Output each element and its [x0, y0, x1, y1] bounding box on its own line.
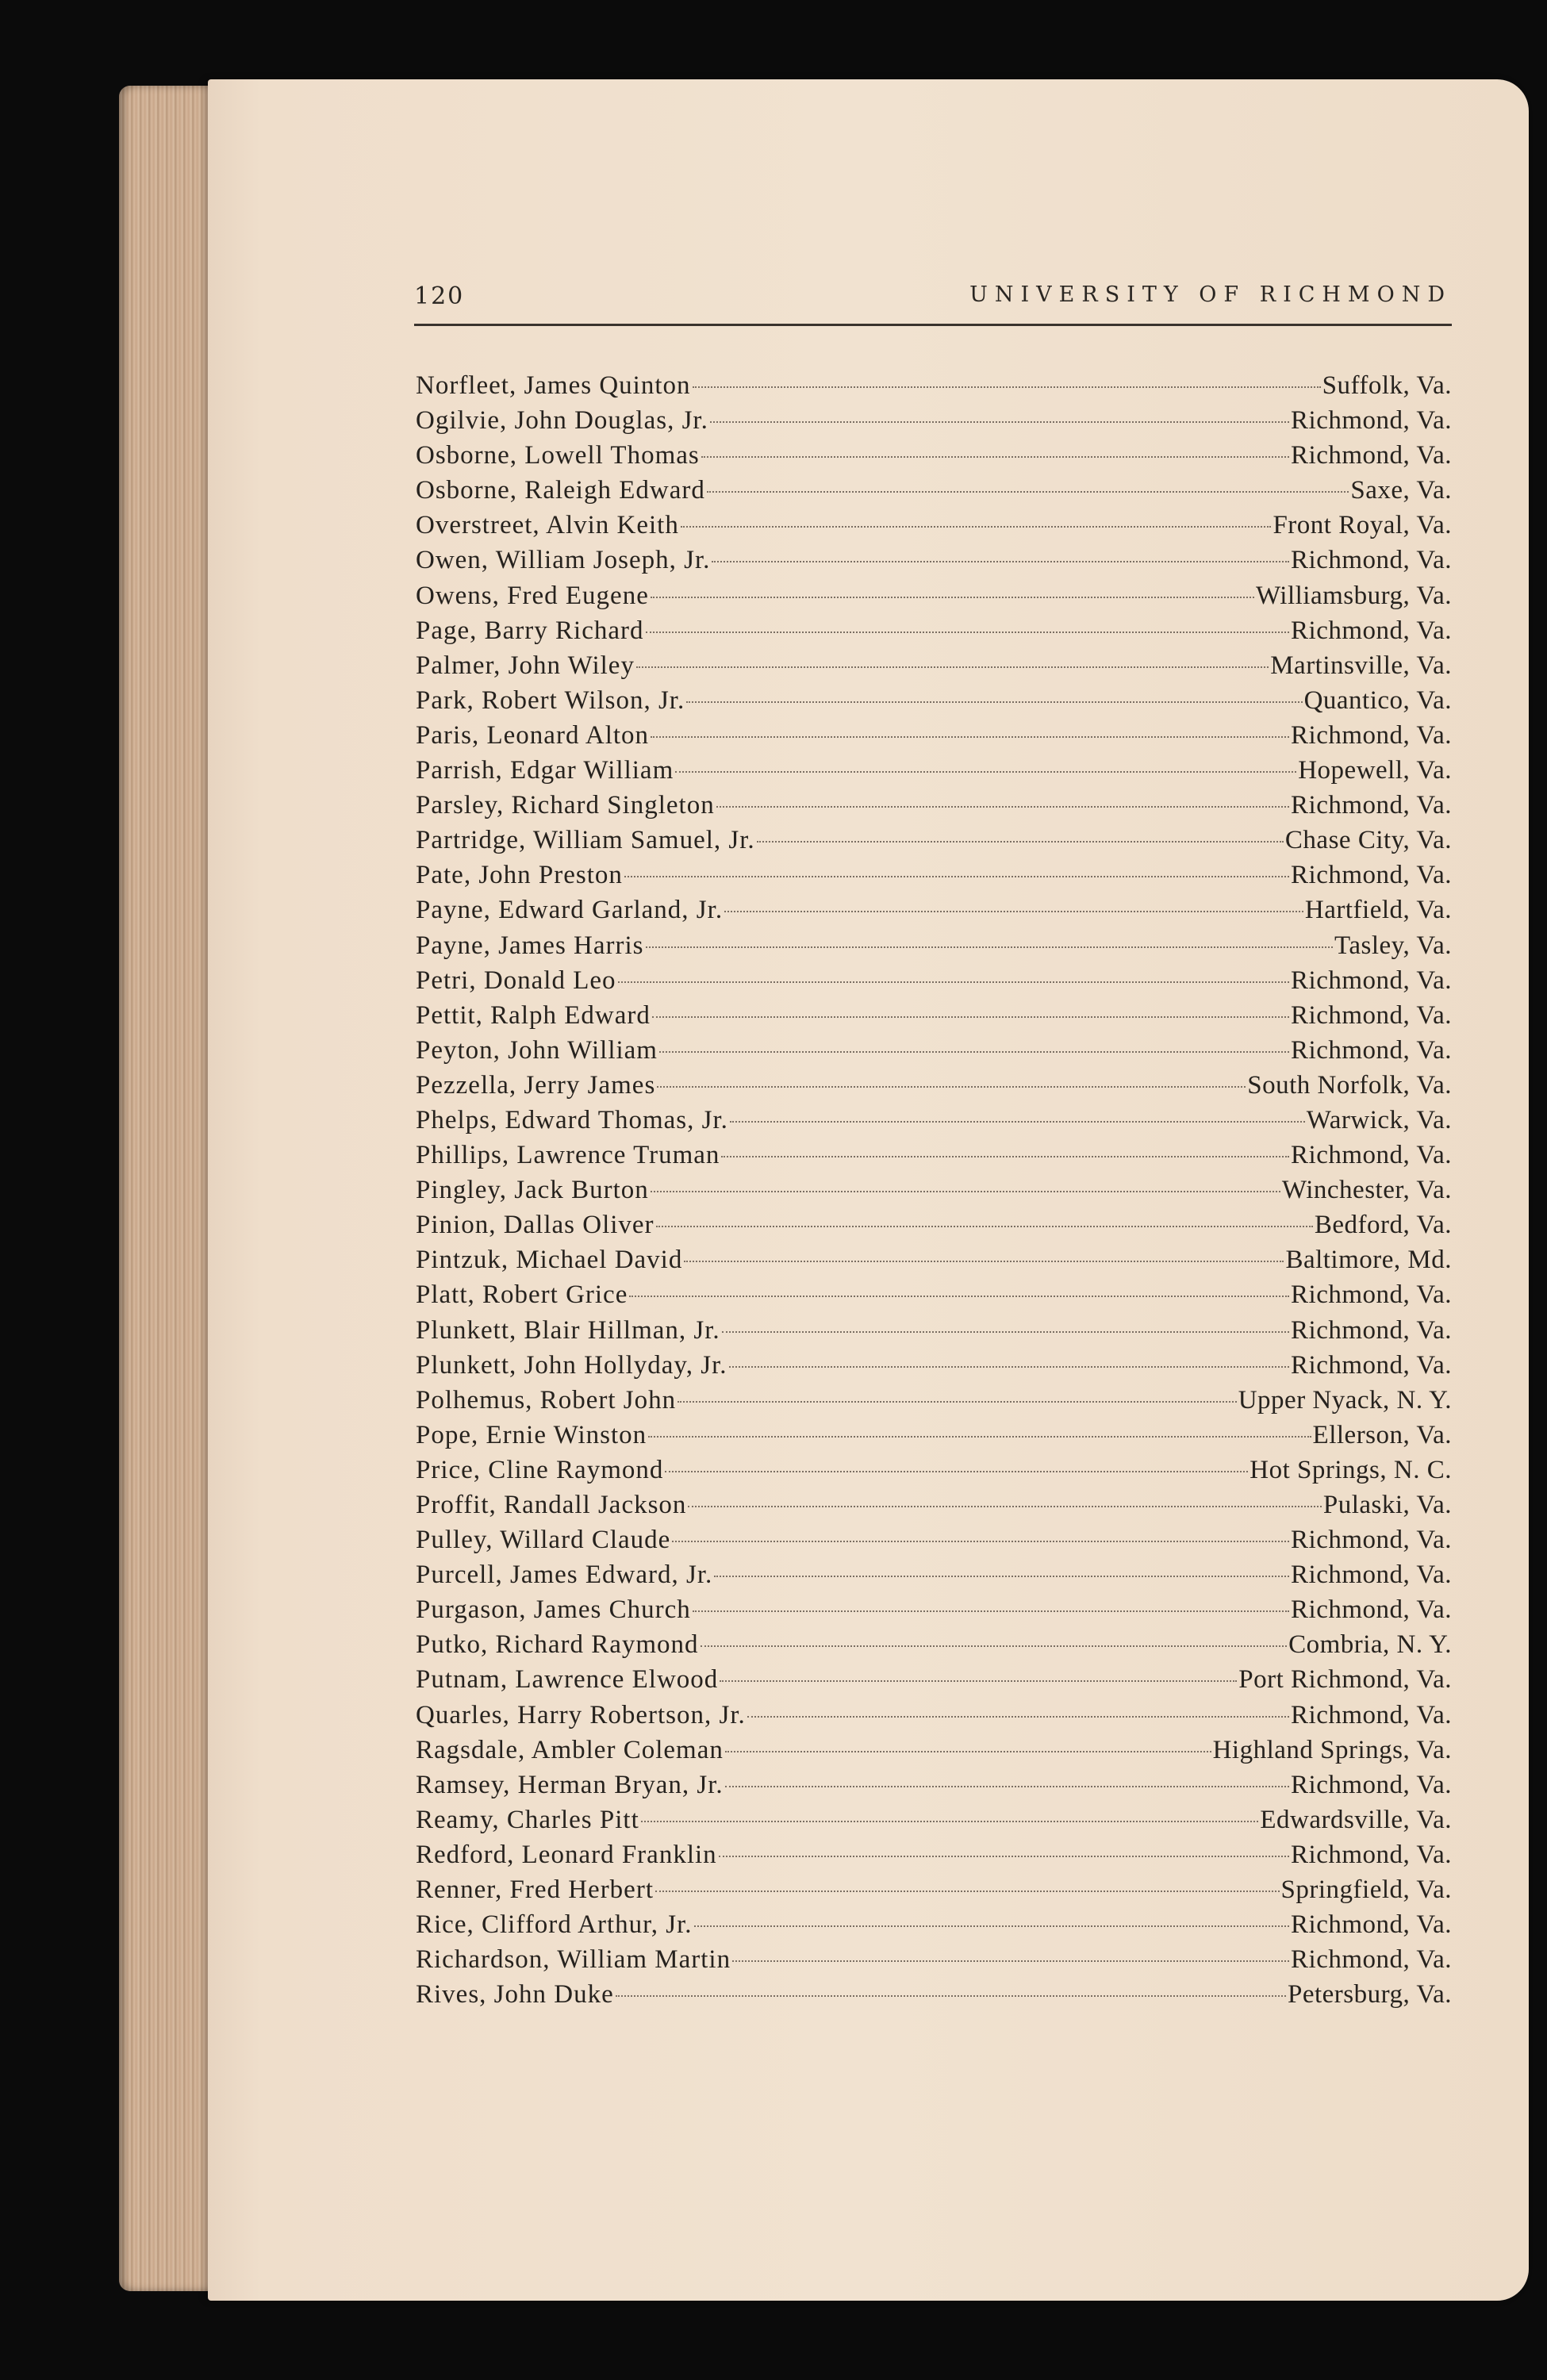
roster-entry: [416, 1138, 1452, 1173]
roster-entry: [416, 578, 1452, 613]
dot-leader: [757, 841, 1284, 843]
hometown: Warwick, Va.: [1306, 1105, 1452, 1134]
hometown: Richmond, Va.: [1291, 1280, 1452, 1310]
student-name: Platt, Robert Grice: [416, 1280, 628, 1310]
roster-entry: [416, 858, 1452, 892]
hometown: Richmond, Va.: [1291, 1840, 1452, 1869]
dot-leader: [701, 1645, 1288, 1647]
dot-leader: [657, 1086, 1246, 1088]
hometown: Chase City, Va.: [1284, 826, 1452, 855]
hometown: Richmond, Va.: [1291, 791, 1452, 820]
hometown: Highland Springs, Va.: [1212, 1735, 1452, 1764]
dot-leader: [636, 666, 1269, 668]
dot-leader: [694, 1925, 1289, 1927]
dot-leader: [725, 1751, 1211, 1752]
dot-leader: [624, 876, 1289, 877]
student-name: Partridge, William Samuel, Jr.: [416, 826, 755, 855]
student-name: Pintzuk, Michael David: [416, 1246, 683, 1275]
hometown: Richmond, Va.: [1291, 861, 1452, 890]
dot-leader: [659, 1051, 1289, 1053]
hometown: Richmond, Va.: [1291, 1770, 1452, 1799]
student-name: Parrish, Edgar William: [416, 756, 674, 785]
student-name: Pinion, Dallas Oliver: [416, 1211, 654, 1240]
dot-leader: [714, 1576, 1289, 1577]
student-name: Plunkett, John Hollyday, Jr.: [416, 1350, 727, 1380]
student-name: Palmer, John Wiley: [416, 651, 635, 680]
dot-leader: [722, 1331, 1289, 1333]
hometown: Richmond, Va.: [1291, 1141, 1452, 1170]
roster-entry: [416, 543, 1452, 578]
student-name: Rice, Clifford Arthur, Jr.: [416, 1910, 693, 1940]
student-name: Rives, John Duke: [416, 1980, 614, 2010]
hometown: Ellerson, Va.: [1312, 1420, 1452, 1449]
roster-entry: [416, 1802, 1452, 1837]
student-name: Putko, Richard Raymond: [416, 1630, 699, 1660]
hometown: Petersburg, Va.: [1287, 1980, 1452, 2010]
roster-entry: [416, 1242, 1452, 1277]
dot-leader: [616, 1995, 1286, 1997]
roster-entry: [416, 1907, 1452, 1942]
dot-leader: [651, 736, 1289, 738]
roster-entry: [416, 1627, 1452, 1662]
dot-leader: [732, 1960, 1289, 1962]
student-name: Richardson, William Martin: [416, 1945, 731, 1975]
header-rule: [414, 324, 1452, 326]
hometown: Richmond, Va.: [1291, 1595, 1452, 1625]
roster-entry: [416, 1453, 1452, 1488]
dot-leader: [675, 771, 1296, 773]
roster-entry: [416, 718, 1452, 753]
dot-leader: [729, 1366, 1289, 1368]
roster-entry: [416, 1383, 1452, 1418]
dot-leader: [641, 1821, 1259, 1822]
roster-entry: [416, 753, 1452, 788]
hometown: Springfield, Va.: [1280, 1875, 1452, 1905]
hometown: Richmond, Va.: [1291, 1035, 1452, 1065]
student-name: Page, Barry Richard: [416, 616, 644, 645]
roster-entry: [416, 368, 1452, 403]
roster-entry: [416, 683, 1452, 718]
roster-entry: [416, 1418, 1452, 1453]
roster-entry: [416, 1872, 1452, 1907]
roster-entry: [416, 1068, 1452, 1103]
dot-leader: [716, 806, 1289, 808]
roster-entry: [416, 648, 1452, 683]
roster-entry: [416, 1313, 1452, 1348]
roster-entry: [416, 1488, 1452, 1522]
student-roster: [416, 368, 1452, 2012]
hometown: Richmond, Va.: [1291, 1315, 1452, 1345]
hometown: Combria, N. Y.: [1288, 1630, 1452, 1660]
hometown: Bedford, Va.: [1314, 1211, 1452, 1240]
hometown: Quantico, Va.: [1303, 685, 1452, 715]
dot-leader: [618, 981, 1289, 983]
dot-leader: [724, 911, 1303, 912]
student-name: Paris, Leonard Alton: [416, 720, 650, 750]
roster-entry: [416, 928, 1452, 963]
roster-entry: [416, 1173, 1452, 1207]
dot-leader: [710, 421, 1289, 423]
hometown: Richmond, Va.: [1291, 406, 1452, 436]
dot-leader: [712, 561, 1289, 562]
hometown: Richmond, Va.: [1291, 1700, 1452, 1729]
student-name: Pettit, Ralph Edward: [416, 1000, 651, 1030]
student-name: Pope, Ernie Winston: [416, 1420, 647, 1449]
roster-entry: [416, 1733, 1452, 1768]
hometown: Edwardsville, Va.: [1260, 1805, 1452, 1834]
dot-leader: [686, 701, 1302, 703]
roster-entry: [416, 1592, 1452, 1627]
dot-leader: [747, 1716, 1289, 1718]
roster-entry: [416, 892, 1452, 927]
student-name: Parsley, Richard Singleton: [416, 791, 715, 820]
roster-entry: [416, 1942, 1452, 1977]
dot-leader: [646, 631, 1290, 633]
roster-entry: [416, 1348, 1452, 1383]
dot-leader: [707, 491, 1349, 493]
student-name: Redford, Leonard Franklin: [416, 1840, 717, 1869]
roster-entry: [416, 998, 1452, 1033]
student-name: Payne, Edward Garland, Jr.: [416, 896, 724, 925]
student-name: Pezzella, Jerry James: [416, 1070, 656, 1100]
hometown: Suffolk, Va.: [1322, 371, 1452, 400]
student-name: Payne, James Harris: [416, 931, 644, 960]
hometown: Richmond, Va.: [1291, 1560, 1452, 1590]
student-name: Owens, Fred Eugene: [416, 581, 649, 610]
hometown: Richmond, Va.: [1291, 965, 1452, 995]
hometown: Martinsville, Va.: [1270, 651, 1452, 680]
roster-entry: [416, 508, 1452, 543]
dot-leader: [701, 456, 1289, 458]
dot-leader: [651, 1191, 1280, 1192]
student-name: Price, Cline Raymond: [416, 1455, 664, 1484]
hometown: Saxe, Va.: [1350, 476, 1452, 505]
dot-leader: [681, 526, 1272, 528]
page-number: 120: [414, 282, 465, 310]
hometown: Upper Nyack, N. Y.: [1238, 1385, 1452, 1415]
dot-leader: [730, 1121, 1305, 1123]
dot-leader: [629, 1296, 1289, 1297]
dot-leader: [656, 1226, 1313, 1227]
roster-entry: [416, 1103, 1452, 1138]
roster-entry: [416, 1662, 1452, 1697]
hometown: South Norfolk, Va.: [1247, 1070, 1452, 1100]
dot-leader: [655, 1891, 1280, 1892]
dot-leader: [651, 597, 1254, 598]
hometown: Hartfield, Va.: [1304, 896, 1452, 925]
student-name: Osborne, Raleigh Edward: [416, 476, 705, 505]
student-name: Pulley, Willard Claude: [416, 1526, 671, 1555]
roster-entry: [416, 788, 1452, 823]
dot-leader: [725, 1786, 1289, 1787]
roster-entry: [416, 963, 1452, 998]
hometown: Richmond, Va.: [1291, 441, 1452, 470]
student-name: Quarles, Harry Robertson, Jr.: [416, 1700, 746, 1729]
hometown: Richmond, Va.: [1291, 1000, 1452, 1030]
roster-entry: [416, 1033, 1452, 1068]
running-head: UNIVERSITY OF RICHMOND: [969, 282, 1452, 307]
hometown: Richmond, Va.: [1291, 1526, 1452, 1555]
roster-entry: [416, 823, 1452, 858]
student-name: Polhemus, Robert John: [416, 1385, 677, 1415]
student-name: Purcell, James Edward, Jr.: [416, 1560, 713, 1590]
student-name: Ragsdale, Ambler Coleman: [416, 1735, 724, 1764]
dot-leader: [678, 1401, 1237, 1403]
student-name: Phillips, Lawrence Truman: [416, 1141, 720, 1170]
dot-leader: [652, 1016, 1289, 1018]
student-name: Petri, Donald Leo: [416, 965, 616, 995]
student-name: Norfleet, James Quinton: [416, 371, 691, 400]
dot-leader: [648, 1436, 1311, 1438]
dot-leader: [665, 1471, 1248, 1472]
student-name: Overstreet, Alvin Keith: [416, 511, 679, 540]
hometown: Winchester, Va.: [1281, 1176, 1452, 1205]
dot-leader: [646, 946, 1333, 948]
student-name: Pingley, Jack Burton: [416, 1176, 649, 1205]
student-name: Phelps, Edward Thomas, Jr.: [416, 1105, 728, 1134]
hometown: Richmond, Va.: [1291, 1350, 1452, 1380]
hometown: Richmond, Va.: [1291, 616, 1452, 645]
roster-entry: [416, 1698, 1452, 1733]
roster-entry: [416, 1207, 1452, 1242]
hometown: Port Richmond, Va.: [1238, 1665, 1452, 1695]
roster-entry: [416, 1768, 1452, 1802]
student-name: Ramsey, Herman Bryan, Jr.: [416, 1770, 724, 1799]
hometown: Pulaski, Va.: [1322, 1491, 1452, 1519]
roster-entry: [416, 1837, 1452, 1872]
hometown: Williamsburg, Va.: [1255, 581, 1452, 610]
hometown: Hot Springs, N. C.: [1250, 1455, 1452, 1484]
roster-entry: [416, 1977, 1452, 2012]
roster-entry: [416, 1557, 1452, 1592]
student-name: Osborne, Lowell Thomas: [416, 441, 700, 470]
student-name: Purgason, James Church: [416, 1595, 691, 1625]
roster-entry: [416, 613, 1452, 648]
student-name: Ogilvie, John Douglas, Jr.: [416, 406, 708, 436]
student-name: Owen, William Joseph, Jr.: [416, 546, 711, 575]
page-header: [414, 282, 1452, 321]
dot-leader: [719, 1856, 1289, 1857]
student-name: Reamy, Charles Pitt: [416, 1805, 639, 1834]
roster-entry: [416, 473, 1452, 508]
hometown: Front Royal, Va.: [1273, 511, 1452, 540]
student-name: Plunkett, Blair Hillman, Jr.: [416, 1315, 720, 1345]
roster-entry: [416, 403, 1452, 438]
student-name: Renner, Fred Herbert: [416, 1875, 654, 1905]
dot-leader: [684, 1261, 1284, 1262]
student-name: Proffit, Randall Jackson: [416, 1491, 687, 1519]
student-name: Peyton, John William: [416, 1035, 658, 1065]
dot-leader: [721, 1156, 1289, 1157]
roster-entry: [416, 1277, 1452, 1312]
student-name: Pate, John Preston: [416, 861, 623, 890]
hometown: Tasley, Va.: [1334, 931, 1452, 960]
dot-leader: [693, 1610, 1289, 1612]
hometown: Hopewell, Va.: [1298, 756, 1452, 785]
dot-leader: [688, 1506, 1321, 1507]
dot-leader: [720, 1680, 1237, 1682]
hometown: Baltimore, Md.: [1285, 1246, 1452, 1275]
student-name: Putnam, Lawrence Elwood: [416, 1665, 719, 1695]
hometown: Richmond, Va.: [1291, 720, 1452, 750]
dot-leader: [672, 1541, 1289, 1542]
hometown: Richmond, Va.: [1291, 546, 1452, 575]
hometown: Richmond, Va.: [1291, 1910, 1452, 1940]
hometown: Richmond, Va.: [1291, 1945, 1452, 1975]
roster-entry: [416, 1522, 1452, 1557]
roster-entry: [416, 438, 1452, 473]
dot-leader: [693, 386, 1321, 388]
student-name: Park, Robert Wilson, Jr.: [416, 685, 685, 715]
